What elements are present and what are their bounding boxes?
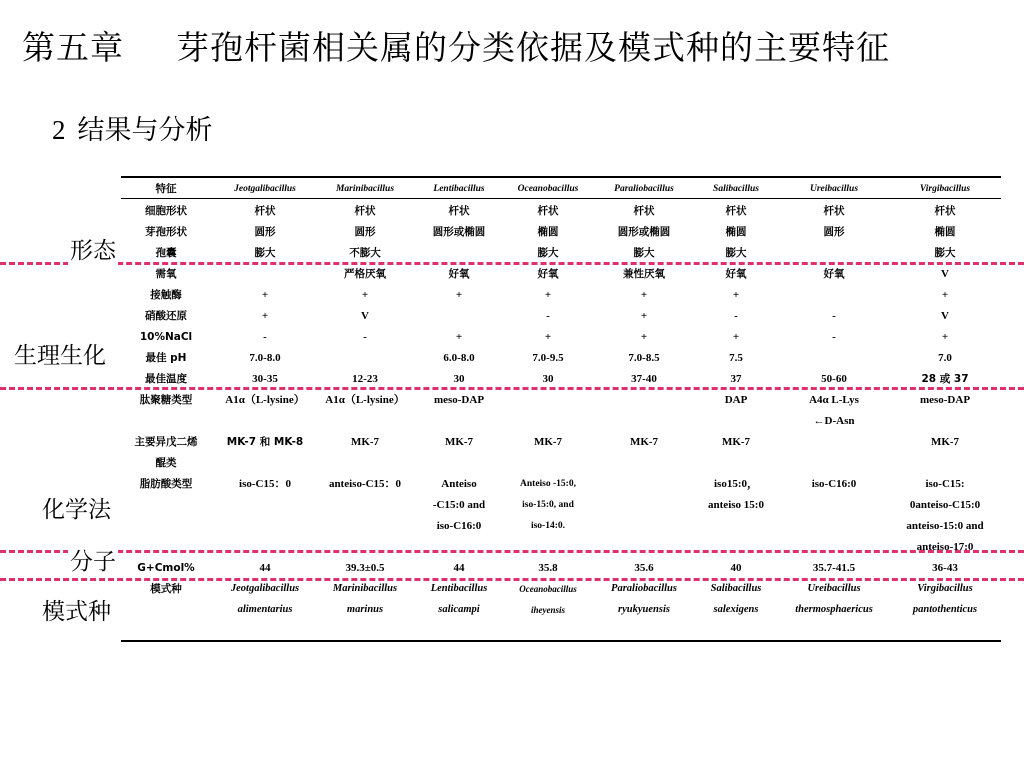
table-cell: 圆形 (823, 226, 845, 238)
table-cell: 椭圆 (537, 226, 559, 238)
label-type-species: 模式种 (40, 593, 113, 626)
table-cell: Jeotgalibacillus (230, 583, 300, 594)
table-header-genus: Salibacillus (713, 184, 759, 194)
table-cell: 7.0 (938, 352, 952, 364)
row-feature-label: 接触酶 (150, 289, 182, 301)
table-cell: V (361, 310, 369, 322)
table-cell: A1α（L-lysine） (225, 394, 305, 406)
table-cell: 膨大 (254, 247, 276, 259)
table-cell: thermosphaericus (795, 604, 873, 615)
chapter-title: 芽孢杆菌相关属的分类依据及模式种的主要特征 (176, 28, 890, 67)
table-cell: alimentarius (237, 604, 293, 615)
table-cell: 兼性厌氧 (623, 268, 665, 280)
table-cell: + (544, 289, 552, 301)
table-cell: - (832, 331, 836, 343)
table-cell: Lentibacillus (430, 583, 488, 594)
row-feature-label: 细胞形状 (145, 205, 187, 217)
label-morphology: 形态 (68, 232, 118, 265)
table-cell: iso-15:0, and (522, 500, 574, 510)
table-cell: ryukyuensis (618, 604, 670, 615)
row-feature-label: 醌类 (155, 457, 177, 469)
table-cell: anteiso 15:0 (708, 499, 764, 511)
table-cell: meso-DAP (433, 394, 485, 406)
label-physio: 生理生化 (12, 337, 108, 370)
row-feature-label: 模式种 (150, 583, 182, 595)
table-cell: + (261, 310, 269, 322)
table-cell: MK-7 (533, 436, 563, 448)
table-cell: 36-43 (932, 562, 958, 574)
table-cell: + (941, 331, 949, 343)
table-cell: salexigens (713, 604, 759, 615)
slide-title (22, 22, 890, 69)
table-cell: MK-7 (350, 436, 380, 448)
divider-chem-molecular (0, 550, 1024, 553)
table-cell: - (546, 310, 550, 322)
section-heading (52, 108, 213, 147)
table-cell: Salibacillus (710, 583, 762, 594)
table-cell: 好氧 (448, 268, 470, 280)
table-cell: 杆状 (254, 205, 276, 217)
table-cell: Anteiso (441, 478, 477, 490)
row-feature-label: 最佳 pH (145, 352, 187, 364)
table-cell: meso-DAP (919, 394, 971, 406)
label-chem: 化学法 (40, 491, 113, 524)
table-cell: Anteiso -15:0, (520, 479, 576, 489)
table-cell: + (941, 289, 949, 301)
row-feature-label: 最佳温度 (145, 373, 187, 385)
table-cell: + (640, 289, 648, 301)
section-number: 2 (52, 115, 66, 145)
table-cell: anteiso-15:0 and (906, 520, 984, 532)
table-cell: Paraliobacillus (611, 583, 677, 594)
table-cell: 30 (542, 373, 554, 385)
table-cell: 35.8 (538, 562, 558, 574)
table-cell: Virgibacillus (917, 583, 973, 594)
table-cell: 膨大 (725, 247, 747, 259)
table-cell: 30 (453, 373, 465, 385)
table-cell: MK-7 (444, 436, 474, 448)
table-cell: MK-7 (721, 436, 751, 448)
table-cell: Marinibacillus (332, 583, 398, 594)
table-cell: 40 (730, 562, 742, 574)
label-molecular: 分子 (68, 543, 118, 576)
table-cell: anteiso-17:0 (916, 541, 974, 553)
table-cell: + (732, 289, 740, 301)
table-cell: + (640, 331, 648, 343)
table-cell: 不膨大 (349, 247, 381, 259)
table-header-feature: 特征 (155, 183, 177, 195)
table-cell: ←D-Asn (813, 415, 855, 427)
table-cell: V (941, 310, 949, 322)
table-header-genus: Lentibacillus (433, 184, 485, 194)
table-cell: + (361, 289, 369, 301)
table-cell: DAP (724, 394, 748, 406)
row-feature-label: 需氧 (155, 268, 177, 280)
table-cell: 严格厌氧 (344, 268, 386, 280)
table-cell: + (544, 331, 552, 343)
table-cell: 44 (259, 562, 271, 574)
table-bottom-rule (121, 640, 1001, 642)
table-header-genus: Ureibacillus (809, 184, 859, 194)
chapter-label: 第五章 (22, 28, 124, 67)
table-cell: 膨大 (934, 247, 956, 259)
table-cell: 0anteiso-C15:0 (909, 499, 981, 511)
table-cell: marinus (346, 604, 384, 615)
table-cell: iso15:0， (714, 478, 758, 490)
table-cell: pantothenticus (912, 604, 978, 615)
table-cell: 37-40 (631, 373, 657, 385)
table-cell: 圆形或椭圆 (617, 226, 671, 238)
table-cell: 好氧 (725, 268, 747, 280)
table-cell: anteiso-C15：0 (328, 478, 402, 490)
table-header-genus: Paraliobacillus (614, 184, 674, 194)
table-cell: iso-C15：0 (239, 478, 291, 490)
table-cell: 44 (453, 562, 465, 574)
table-cell: - (832, 310, 836, 322)
table-cell: 7.5 (729, 352, 743, 364)
table-cell: 圆形 (354, 226, 376, 238)
table-cell: iso-C16:0 (436, 520, 482, 532)
table-cell: A1α（L-lysine） (325, 394, 405, 406)
table-cell: 杆状 (725, 205, 747, 217)
table-cell: iso-14:0. (530, 521, 566, 531)
row-feature-label: 孢囊 (155, 247, 177, 259)
table-cell: iso-C16:0 (811, 478, 857, 490)
table-cell: 杆状 (934, 205, 956, 217)
table-cell: 37 (730, 373, 742, 385)
table-cell: 30-35 (252, 373, 278, 385)
table-cell: 7.0-8.5 (628, 352, 660, 364)
table-cell: 椭圆 (934, 226, 956, 238)
table-cell: 好氧 (823, 268, 845, 280)
row-feature-label: 硝酸还原 (145, 310, 187, 322)
table-cell: 50-60 (821, 373, 847, 385)
table-cell: 6.0-8.0 (443, 352, 475, 364)
table-header-genus: Oceanobacillus (517, 184, 579, 194)
table-cell: A4α L-Lys (809, 394, 859, 406)
table-cell: 杆状 (633, 205, 655, 217)
table-header-genus: Marinibacillus (335, 184, 395, 194)
table-cell: + (640, 310, 648, 322)
table-cell: V (941, 268, 949, 280)
table-cell: 圆形或椭圆 (432, 226, 486, 238)
row-feature-label: G+Cmol% (137, 562, 195, 574)
table-cell: iso-C15: (925, 478, 965, 490)
table-cell: 杆状 (354, 205, 376, 217)
table-header-genus: Jeotgalibacillus (234, 184, 296, 194)
table-cell: MK-7 (629, 436, 659, 448)
row-feature-label: 肽聚糖类型 (139, 394, 193, 406)
table-top-rule (121, 176, 1001, 178)
table-cell: 35.7-41.5 (812, 562, 856, 574)
table-header-genus: Virgibacillus (919, 184, 971, 194)
table-cell: MK-7 (930, 436, 960, 448)
row-feature-label: 脂肪酸类型 (139, 478, 193, 490)
table-cell: 椭圆 (725, 226, 747, 238)
table-cell: MK-7 和 MK-8 (226, 436, 304, 448)
table-cell: 好氧 (537, 268, 559, 280)
row-feature-label: 主要异戊二烯 (134, 436, 198, 448)
row-feature-label: 芽孢形状 (145, 226, 187, 238)
table-cell: Ureibacillus (807, 583, 861, 594)
table-cell: - (363, 331, 367, 343)
table-cell: 圆形 (254, 226, 276, 238)
table-cell: 12-23 (352, 373, 378, 385)
table-cell: Oceanobacillus (519, 584, 577, 594)
table-cell: 膨大 (633, 247, 655, 259)
table-cell: + (455, 331, 463, 343)
table-cell: 28 或 37 (921, 373, 969, 385)
table-cell: 杆状 (448, 205, 470, 217)
section-title: 结果与分析 (77, 115, 213, 146)
table-cell: 杆状 (823, 205, 845, 217)
table-cell: 7.0-9.5 (532, 352, 564, 364)
row-feature-label: 10%NaCl (139, 331, 193, 343)
table-cell: - (734, 310, 738, 322)
table-cell: + (732, 331, 740, 343)
table-cell: 杆状 (537, 205, 559, 217)
table-cell: 35.6 (634, 562, 654, 574)
table-cell: + (455, 289, 463, 301)
table-cell: salicampi (438, 604, 480, 615)
table-cell: 膨大 (537, 247, 559, 259)
table-cell: -C15:0 and (432, 499, 486, 511)
table-cell: + (261, 289, 269, 301)
table-cell: iheyensis (530, 605, 565, 615)
table-cell: 7.0-8.0 (249, 352, 281, 364)
table-cell: - (263, 331, 267, 343)
table-cell: 39.3±0.5 (345, 562, 385, 574)
